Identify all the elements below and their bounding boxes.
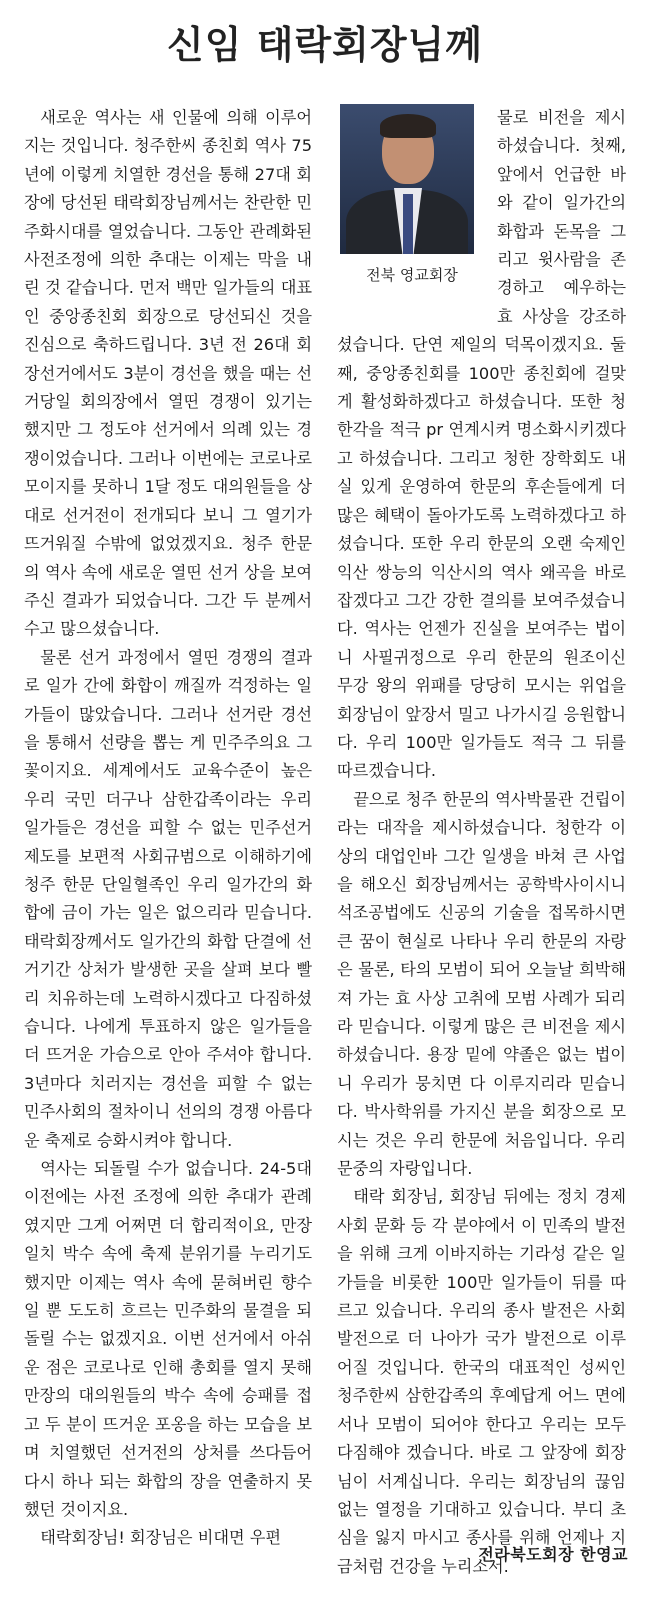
paragraph: 물론 선거 과정에서 열띤 경쟁의 결과로 일가 간에 화합이 깨질까 걱정하는 일가들이 많았습니다. 그러나 선거란 경선을 통해서 선량을 뽑는 게 민주주의요 그 꽃이지요. 세계에서도 교육수준이 높은 우리 국민 더구나 삼한갑족이라는 우리 일가들은 경선을 피할 수 없는 민주선거 제도를 보편적 사회규범으로 이해하기에 청주 한문 단일혈족인 우리 일가간의 화합에 금이 가는 일은 없으리라 믿습니다. 태락회장께서도 일가간의 화합 단결에 선거기간 상처가 발생한 곳을 살펴 보다 빨리 치유하는데 노력하시겠다고 다짐하셨습니다. 나에게 투표하지 않은 일가들을 더 뜨거운 가슴으로 안아 주셔야 합니다. 3년마다 치러지는 경선을 피할 수 없는 민주사회의 절차이니 선의의 경쟁 아름다운 축제로 승화시켜야 합니다.: [24, 647, 312, 1150]
paragraph: 새로운 역사는 새 인물에 의해 이루어지는 것입니다. 청주한씨 종친회 역사 75년에 이렇게 치열한 경선을 통해 27대 회장에 당선된 태락회장님께서는 찬란한 민주화시대를 열었습니다. 그동안 관례화된 사전조정에 의한 추대는 이제는 막을 내린 것 같습니다. 먼저 백만 일가들의 대표인 중앙종친회 회장으로 당선되신 것을 진심으로 축하드립니다. 3년 전 26대 회장선거에서도 3분이 경선을 했을 때는 선거당일 회의장에서 열띤 경쟁이 있기는 했지만 그 정도야 선거에서 의례 있는 경쟁이었습니다. 그러나 이번에는 코로나로 모이지를 못하니 1달 정도 대의원들을 상대로 선거전이 전개되다 보니 그 열기가 뜨거워질 수밖에 없었겠지요. 청주 한문의 역사 속에 새로운 열띤 선거 상을 보여주신 결과가 되었습니다. 그간 두 분께서 수고 많으셨습니다.: [24, 108, 312, 639]
paragraph: 끝으로 청주 한문의 역사박물관 건립이라는 대작을 제시하셨습니다. 청한각 이상의 대업인바 그간 일생을 바쳐 큰 사업을 해오신 회장님께서는 공학박사이시니 석조공법에도 신공의 기술을 접목하시면 큰 꿈이 현실로 나타나 우리 한문의 자랑은 물론, 타의 모범이 되어 오늘날 희박해져 가는 효 사상 고취에 모범 사례가 되리라 믿습니다. 이렇게 많은 큰 비전을 제시하셨습니다. 용장 밑에 약졸은 없는 법이니 우리가 뭉치면 다 이루지리라 믿습니다. 박사학위를 가지신 분을 회장으로 모시는 것은 우리 한문에 처음입니다. 우리 문중의 자랑입니다.: [337, 789, 626, 1179]
paragraph: 태락회장님! 회장님은 비대면 우편: [40, 1528, 282, 1548]
paragraph: 태락 회장님, 회장님 뒤에는 정치 경제 사회 문화 등 각 분야에서 이 민족의 발전을 위해 크게 이바지하는 기라성 같은 일가들을 비롯한 100만 일가들이 뒤를 따르고 있습니다. 우리의 종사 발전은 사회 발전으로 더 나아가 국가 발전으로 이루어질 것입니다. 한국의 대표적인 성씨인 청주한씨 삼한갑족의 후예답게 어느 면에서나 모범이 되어야 한다고 우리는 모두 다짐해야 겠습니다. 바로 그 앞장에 회장님이 서계십니다. 우리는 회장님의 끊임없는 열정을 기대하고 있습니다. 부디 초심을 잃지 마시고 종사를 위해 언제나 지금처럼 건강을 누리소서.: [337, 1187, 626, 1576]
portrait-figure: [337, 104, 487, 304]
paragraph: 역사는 되돌릴 수가 없습니다. 24-5대 이전에는 사전 조정에 의한 추대가 관례였지만 그게 어쩌면 더 합리적이요, 만장일치 박수 속에 축제 분위기를 누리기도 했지만 이제는 역사 속에 묻혀버린 향수일 뿐 도도히 흐르는 민주화의 물결을 되돌릴 수는 없겠지요. 이번 선거에서 아쉬운 점은 코로나로 인해 총회를 열지 못해 만장의 대의원들의 박수 속에 승패를 접고 두 분이 뜨거운 포옹을 하는 모습을 보며 치열했던 선거전의 상처를 쓰다듬어 다시 하나 되는 화합의 장을 연출하지 못했던 것이지요.: [24, 1159, 312, 1519]
left-column: [24, 104, 312, 1584]
portrait-photo: [340, 104, 474, 254]
photo-caption: 전북 영교회장: [366, 266, 458, 284]
right-column: [337, 104, 626, 1584]
article-title: 신임 태락회장님께: [167, 23, 483, 67]
paragraph: 물로 비전을 제시하셨습니다. 첫째, 앞에서 언급한 바와 같이 일가간의 화합과 돈목을 그리고 윗사람을 존경하고 예우하는 효 사상을 강조하셨습니다. 단연 제일의 덕목이겠지요. 둘째, 중앙종친회를 100만 종친회에 걸맞게 활성화하겠다고 하셨습니다. 또한 청한각을 적극 pr 연계시켜 명소화시키겠다고 하셨습니다. 그리고 청한 장학회도 내실 있게 운영하여 한문의 후손들에게 더 많은 혜택이 돌아가도록 노력하겠다고 하셨습니다. 또한 우리 한문의 오랜 숙제인 익산 쌍능의 익산시의 역사 왜곡을 바로잡겠다고 그간 강한 결의를 보여주셨습니다. 역사는 언젠가 진실을 보여주는 법이니 사필귀정으로 우리 한문의 원조이신 무강 왕의 위패를 당당히 모시는 위업을 회장님이 앞장서 밀고 나가시길 응원합니다. 우리 100만 일가들도 적극 그 뒤를 따르겠습니다.: [337, 108, 626, 781]
author-signature: 전라북도회장 한영교: [478, 1545, 628, 1564]
